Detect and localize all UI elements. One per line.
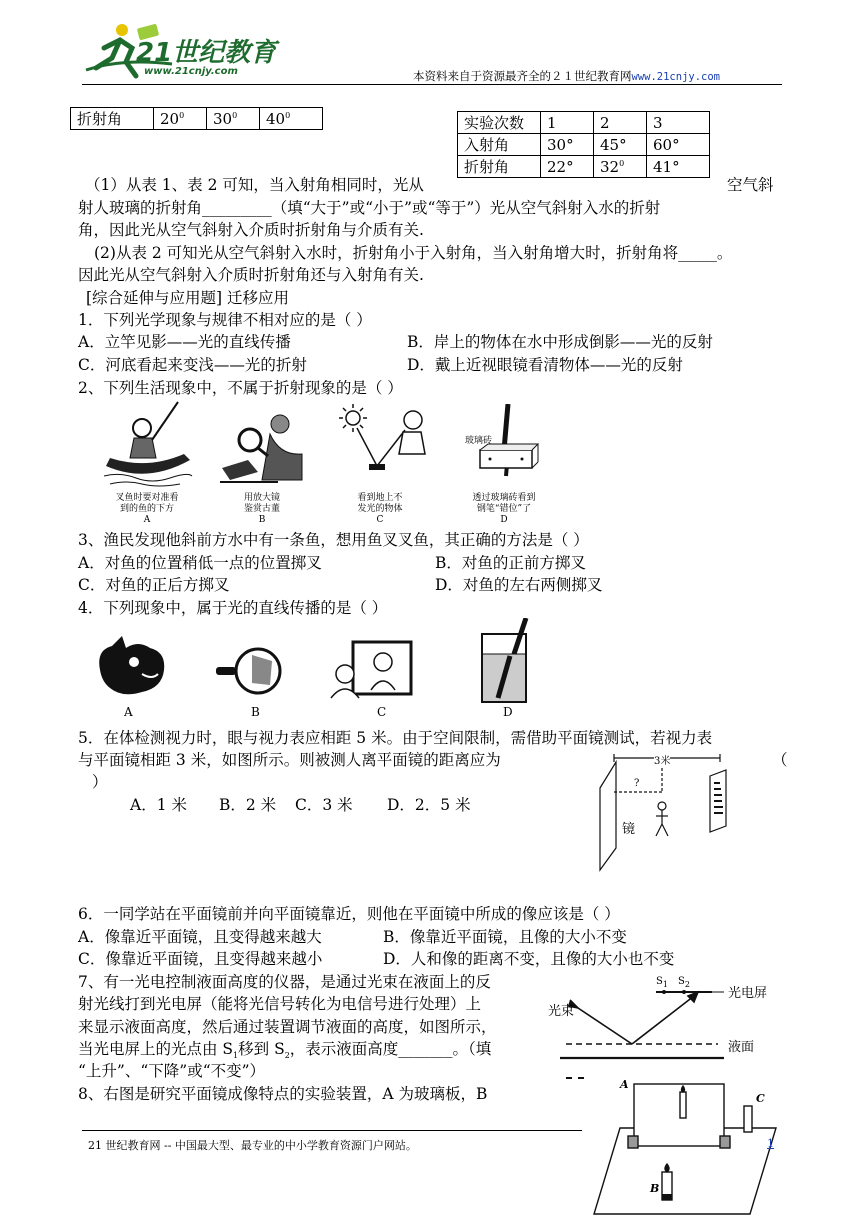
q5-fig-mirror: 镜 [622, 822, 636, 837]
q5-option-a: A．1 米 [130, 796, 187, 814]
section-heading: [综合延伸与应用题] 迁移应用 [86, 289, 290, 307]
q7-fig-beam: 光束 [548, 1004, 575, 1019]
q4-figure-d-pencil-in-water [468, 618, 548, 706]
q8-fig-c: C [756, 1092, 765, 1105]
source-prefix: 本资料来自于资源最齐全的２１世纪教育网 [413, 69, 632, 83]
table2-cell: 41° [647, 156, 710, 178]
table2-cell: 3 [647, 112, 710, 134]
q2-caption-c: 看到地上不 发光的物体 C [357, 493, 403, 525]
table1-cell: $40^0$ [260, 108, 323, 130]
q5-paren-open: （ [772, 751, 788, 769]
q5-fig-question: ? [634, 778, 640, 789]
para1-line2: 射人玻璃的折射角_________（填“大于”或“小于”或“等于”）光从空气斜射入水的折射 [78, 199, 661, 217]
q7-fig-s2: $S_2$ [678, 976, 690, 989]
q7-fig-liquid: 液面 [728, 1040, 755, 1055]
q2-caption-b: 用放大镜 鉴赏古董 B [243, 493, 280, 525]
footer-text: 21 世纪教育网 -- 中国最大型、最专业的中小学教育资源门户网站。 [88, 1139, 417, 1152]
q4-letter-a: A [124, 705, 133, 719]
q4-stem: 4．下列现象中，属于光的直线传播的是（ ） [78, 599, 388, 617]
refraction-table-2 [457, 111, 710, 178]
footer-rule [82, 1130, 582, 1131]
table1-cell: $20^0$ [154, 108, 207, 130]
table2-cell: 实验次数 [458, 112, 541, 134]
table2-cell: 2 [594, 112, 647, 134]
q1-option-c: C．河底看起来变浅——光的折射 [78, 356, 307, 374]
table2-cell: 30° [541, 134, 594, 156]
table1-cell: $30^0$ [207, 108, 260, 130]
q7-fig-s1: $S_1$ [656, 976, 668, 989]
q5-option-d: D．2．5 米 [387, 796, 471, 814]
q3-option-c: C．对鱼的正后方掷叉 [78, 576, 230, 594]
q6-option-b: B．像靠近平面镜，且像的大小不变 [383, 928, 627, 946]
q5-paren-close: ） [92, 773, 108, 791]
q2-figure-a-boat [100, 398, 195, 488]
table2-cell: 入射角 [458, 134, 541, 156]
q2-caption-d: 透过玻璃砖看到 钢笔“错位”了 D [472, 493, 536, 525]
q3-option-d: D．对鱼的左右两侧掷叉 [435, 576, 603, 594]
q7-line1: 7、有一光电控制液面高度的仪器，是通过光束在液面上的反 [78, 973, 491, 991]
para1-line1-end: 空气斜 [727, 176, 774, 194]
q5-line2: 与平面镜相距 3 米，如图所示。则被测人离平面镜的距离应为 [78, 751, 501, 769]
q4-letter-b: B [251, 705, 260, 719]
q4-letter-d: D [503, 705, 513, 719]
q5-line1: 5．在体检测视力时，眼与视力表应相距 5 米。由于空间限制，需借助平面镜测试，若视力表 [78, 729, 713, 747]
q6-option-d: D．人和像的距离不变，且像的大小也不变 [383, 950, 675, 968]
logo-url: www.21cnjy.com [144, 66, 238, 77]
q8-plane-mirror-apparatus [590, 1076, 780, 1216]
q4-figure-b-magnifier [212, 645, 292, 697]
footer-page-number: 1 [767, 1137, 774, 1150]
q3-option-b: B．对鱼的正前方掷叉 [435, 554, 586, 572]
q5-option-b: B．2 米 [219, 796, 277, 814]
table2-cell: 45° [594, 134, 647, 156]
q6-option-c: C．像靠近平面镜，且变得越来越小 [78, 950, 323, 968]
source-link[interactable]: www.21cnjy.com [631, 71, 721, 83]
q7-line5: “上升”、“下降”或“不变”） [78, 1062, 266, 1080]
para1-line3: 角，因此光从空气斜射入介质时折射角与介质有关. [78, 221, 424, 239]
header-rule [82, 84, 782, 85]
q7-line3: 来显示液面高度，然后通过装置调节液面的高度，如图所示， [78, 1018, 497, 1036]
q4-figure-a-hand-shadow [92, 630, 172, 702]
para2-line2: 因此光从空气斜射入介质时折射角还与入射角有关. [78, 266, 424, 284]
q6-option-a: A．像靠近平面镜，且变得越来越大 [78, 928, 322, 946]
q8-line1: 8、右图是研究平面镜成像特点的实验装置，A 为玻璃板，B [78, 1085, 488, 1103]
refraction-table-1 [70, 107, 323, 130]
q3-stem: 3、渔民发现他斜前方水中有一条鱼，想用鱼叉叉鱼，其正确的方法是（ ） [78, 531, 589, 549]
q7-line4: 当光电屏上的光点由 $S_1$移到 $S_2$，表示液面高度_______。（填 [78, 1040, 492, 1061]
table2-cell: 1 [541, 112, 594, 134]
q1-option-d: D．戴上近视眼镜看清物体——光的反射 [407, 356, 683, 374]
table1-label: 折射角 [71, 108, 154, 130]
table2-cell: 22° [541, 156, 594, 178]
table2-cell: $32^0$ [594, 156, 647, 178]
q3-option-a: A．对鱼的位置稍低一点的位置掷叉 [78, 554, 322, 572]
q2-glass-label: 玻璃砖 [465, 436, 493, 446]
q7-fig-screen: 光电屏 [728, 986, 768, 1001]
q2-caption-a: 叉鱼时要对准看 到的鱼的下方 A [115, 493, 179, 525]
q1-option-b: B．岸上的物体在水中形成倒影——光的反射 [407, 333, 713, 351]
site-logo [82, 18, 282, 84]
q2-figure-b-magnifier [218, 410, 308, 488]
q5-fig-distance: 3米 [654, 752, 670, 767]
q2-figure-c-reflection [333, 404, 428, 488]
q7-line2: 射光线打到光电屏（能将光信号转化为电信号进行处理）上 [78, 995, 482, 1013]
q4-letter-c: C [377, 705, 387, 719]
q8-fig-a: A [620, 1078, 629, 1091]
q4-figure-c-mirror [325, 640, 415, 700]
q7-liquid-level-diagram [548, 974, 788, 1086]
table2-cell: 60° [647, 134, 710, 156]
para2-line1: (2)从表 2 可知光从空气斜射入水时，折射角小于入射角，当入射角增大时，折射角将_____。 [94, 244, 733, 262]
source-notice [413, 68, 720, 84]
q5-eye-test-diagram [590, 752, 740, 872]
q6-stem: 6．一同学站在平面镜前并向平面镜靠近，则他在平面镜中所成的像应该是（ ） [78, 905, 620, 923]
para1-line1: （1）从表 1、表 2 可知，当入射角相同时，光从 [85, 176, 424, 194]
q2-stem: 2、下列生活现象中，不属于折射现象的是（ ） [78, 379, 403, 397]
table2-cell: 折射角 [458, 156, 541, 178]
q1-option-a: A．立竿见影——光的直线传播 [78, 333, 291, 351]
logo-text: 21世纪教育 [136, 38, 277, 68]
q8-fig-b: B [650, 1182, 660, 1195]
q1-stem: 1．下列光学现象与规律不相对应的是（ ） [78, 311, 372, 329]
q5-option-c: C．3 米 [295, 796, 353, 814]
